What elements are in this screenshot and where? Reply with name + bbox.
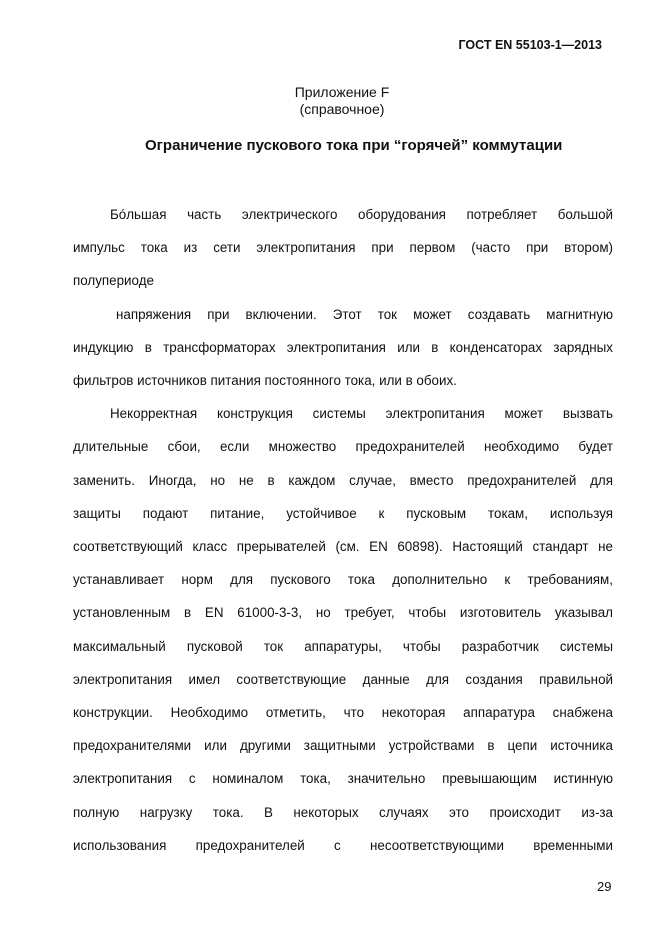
annex-title: Приложение F bbox=[294, 84, 390, 100]
text-line: устанавливает норм для пускового тока дополнительно к требованиям, bbox=[73, 572, 613, 588]
text-line: заменить. Иногда, но не в каждом случае, вместо предохранителей для bbox=[73, 472, 613, 488]
text-line: установленным в EN 61000-3-3, но требует, чтобы изготовитель указывал bbox=[73, 605, 613, 621]
document-code-header: ГОСТ EN 55103-1—2013 bbox=[458, 38, 602, 52]
page-number: 29 bbox=[597, 879, 612, 894]
text-line: индукцию в трансформаторах электропитания или в конденсаторах зарядных bbox=[73, 339, 613, 355]
text-line: фильтров источников питания постоянного тока, или в обоих. bbox=[73, 373, 457, 388]
text-line: Некорректная конструкция системы электропитания может вызвать bbox=[110, 406, 613, 422]
text-line: Бóльшая часть электрического оборудования потребляет большой bbox=[110, 207, 613, 222]
text-line: длительные сбои, если множество предохранителей необходимо будет bbox=[73, 439, 613, 455]
text-line: полную нагрузку тока. В некоторых случаях это происходит из-за bbox=[73, 804, 613, 820]
text-line: защиты подают питание, устойчивое к пусковым токам, используя bbox=[73, 505, 613, 521]
text-line: импульс тока из сети электропитания при первом (часто при втором) bbox=[73, 240, 613, 256]
text-line: электропитания с номиналом тока, значительно превышающим истинную bbox=[73, 771, 613, 787]
text-line: предохранителями или другими защитными устройствами в цепи источника bbox=[73, 738, 613, 754]
text-line: конструкции. Необходимо отметить, что некоторая аппаратура снабжена bbox=[73, 705, 613, 720]
section-heading: Ограничение пускового тока при “горячей” коммутации bbox=[145, 137, 563, 154]
text-line: максимальный пусковой ток аппаратуры, чтобы разработчик системы bbox=[73, 638, 613, 654]
text-line: электропитания имел соответствующие данные для создания правильной bbox=[73, 671, 613, 687]
annex-subtitle: (справочное) bbox=[299, 101, 385, 117]
text-line: полупериоде bbox=[73, 273, 154, 289]
text-line: использования предохранителей с несоответствующими временными bbox=[73, 837, 613, 853]
text-line: соответствующий класс прерывателей (см. EN 60898). Настоящий стандарт не bbox=[73, 539, 613, 554]
text-line: напряжения при включении. Этот ток может создавать магнитную bbox=[116, 306, 613, 322]
